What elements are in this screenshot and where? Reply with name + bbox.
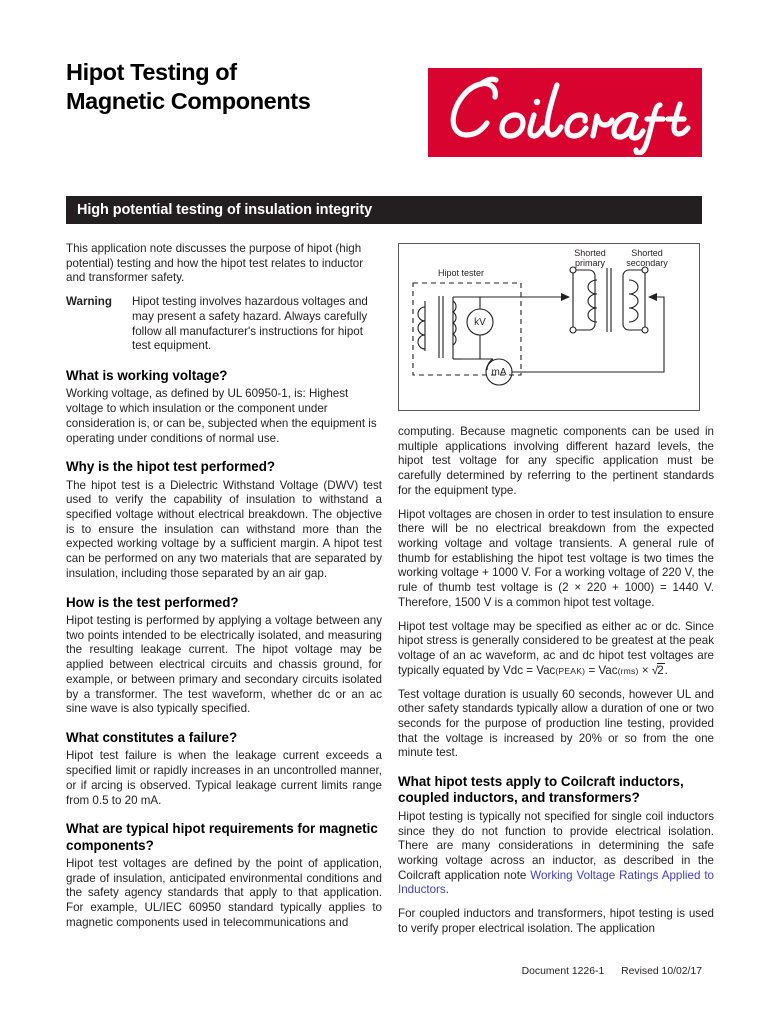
formula-text-end: .: [664, 663, 668, 677]
hipot-test-circuit-figure: [398, 243, 700, 411]
formula-text-pre: Hipot test voltage may be specified as either ac or dc. Since hipot stress is generally considered to be greatest at the peak voltage of an ac waveform, ac and dc hipot test voltages are typically equated by Vdc = Vac: [398, 619, 714, 677]
footer-document-number: Document 1226-1: [521, 966, 605, 977]
paragraph-computing: computing. Because magnetic components can be used in multiple applications involving different hazard levels, the hipot test voltage for any specific application must be carefully determined by referring to the pertinent standards for the equipment type.: [398, 425, 714, 497]
formula-sub-rms: (rms): [617, 665, 639, 676]
paragraph-why-hipot: The hipot test is a Dielectric Withstand Voltage (DWV) test used to verify the capability of insulation to withstand a specified voltage without electrical breakdown. The objective is to ensure the insulation can withstand more than the expected working voltage by a sufficient margin. A hipot test can be performed on any two materials that are separated by insulation, including those separated by an air gap.: [66, 478, 382, 580]
paragraph-coupled-inductors: For coupled inductors and transformers, hipot testing is used to verify proper electrical isolation. The application: [398, 907, 714, 935]
square-root-symbol: √2: [651, 663, 664, 677]
coilcraft-logo-script: [433, 71, 697, 155]
document-footer: [398, 966, 702, 977]
page-title-line-1: Hipot Testing of: [66, 59, 237, 85]
right-column: [398, 425, 714, 946]
label-shorted-secondary-2: secondary: [626, 258, 668, 268]
intro-paragraph: This application note discusses the purpose of hipot (high potential) testing and how the hipot test relates to inductor and transformer safety.: [66, 242, 364, 285]
warning-label: Warning: [66, 295, 112, 309]
coilcraft-logo: [428, 68, 702, 157]
label-shorted-primary-1: Shorted: [574, 248, 606, 258]
heading-working-voltage: What is working voltage?: [66, 368, 228, 384]
label-shorted-primary-2: primary: [574, 258, 606, 268]
paragraph-single-coil: [398, 810, 714, 898]
paragraph-how-performed: Hipot testing is performed by applying a voltage between any two points intended to be electrically isolated, and measuring the resulting leakage current. The hipot voltage may be applied between electrical circuits and chassis ground, for example, or between primary and secondary circuits isolated by a transformer. The test waveform, whether dc or an ac sine wave is also typically specified.: [66, 613, 382, 716]
secondary-terminal-bottom: [642, 327, 648, 333]
paragraph-duration: Test voltage duration is usually 60 seconds, however UL and other safety standards typically allow a duration of one or two seconds for the purpose of production line testing, provided that the voltage is increased by 20% or so from the one minute test.: [398, 687, 714, 760]
section-banner: [66, 196, 702, 224]
page-title-line-2: Magnetic Components: [66, 88, 311, 115]
heading-why-hipot: Why is the hipot test performed?: [66, 459, 276, 475]
warning-text: Hipot testing involves hazardous voltages and may present a safety hazard. Always carefully follow all manufacturer's instructions for hipot test equipment.: [132, 295, 368, 353]
left-column: [66, 242, 382, 940]
arrow-to-secondary: [648, 293, 657, 301]
formula-sub-peak: (PEAK): [555, 665, 586, 676]
heading-how-performed: How is the test performed?: [66, 594, 239, 610]
section-banner-label: High potential testing of insulation integrity: [77, 202, 373, 218]
paragraph-working-voltage: Working voltage, as defined by UL 60950-1, is: Highest voltage to which insulation or the component under consideration is, or can be, subjected when the equipment is operating under conditions of normal use.: [66, 387, 377, 445]
circuit-diagram-svg: [399, 244, 699, 410]
document-header: [0, 0, 768, 178]
page-title: [66, 58, 406, 117]
radicand-value: 2: [657, 663, 664, 677]
paragraph-typical-requirements: Hipot test voltages are defined by the point of application, grade of insulation, anticipated environmental conditions and the safety agency standards that apply to that application. For example, UL/IEC 60950 standard typically applies to magnetic components used in telecommunications and: [66, 856, 382, 929]
heading-failure: What constitutes a failure?: [66, 730, 238, 745]
arrow-to-primary: [561, 293, 570, 301]
heading-typical-requirements: What are typical hipot requirements for magnetic components?: [66, 821, 378, 853]
footer-revision: Revised 10/02/17: [621, 966, 702, 977]
label-hipot-tester: Hipot tester: [437, 268, 485, 278]
heading-coilcraft-tests: What hipot tests apply to Coilcraft inductors, coupled inductors, and transformers?: [398, 774, 684, 806]
paragraph-hipot-voltages: Hipot voltages are chosen in order to test insulation to ensure there will be no electrical breakdown from the expected working voltage and voltage transients. A general rule of thumb for establishing the hipot test voltage is two times the working voltage + 1000 V. For a working voltage of 220 V, the rule of thumb test voltage is (2 × 220 + 1000) = 1440 V. Therefore, 1500 V is a common hipot test voltage.: [398, 507, 714, 609]
label-ma-meter: mA: [491, 367, 507, 378]
paragraph-single-coil-pre: Hipot testing is typically not specified for single coil inductors since they do not function to provide electrical isolation. There are many considerations in determining the safe working voltage across an inductor, as described in the Coilcraft application note: [398, 809, 714, 882]
formula-text-mid: = Vac: [585, 663, 618, 677]
paragraph-failure: Hipot test failure is when the leakage current exceeds a specified limit or rapidly increases in an uncontrolled manner, or if arcing is observed. Typical leakage current limits range from 0.5 to 20 mA.: [66, 749, 382, 807]
link-working-voltage-ratings[interactable]: Working Voltage Ratings Applied to Inductors: [398, 868, 714, 897]
label-shorted-secondary-1: Shorted: [631, 248, 663, 258]
label-kv-meter: kV: [474, 317, 486, 328]
warning-block: [66, 295, 382, 354]
formula-text-post: ×: [638, 663, 652, 677]
paragraph-single-coil-post: .: [445, 883, 449, 897]
primary-terminal-bottom: [570, 327, 576, 333]
paragraph-ac-dc-formula: [398, 620, 714, 679]
